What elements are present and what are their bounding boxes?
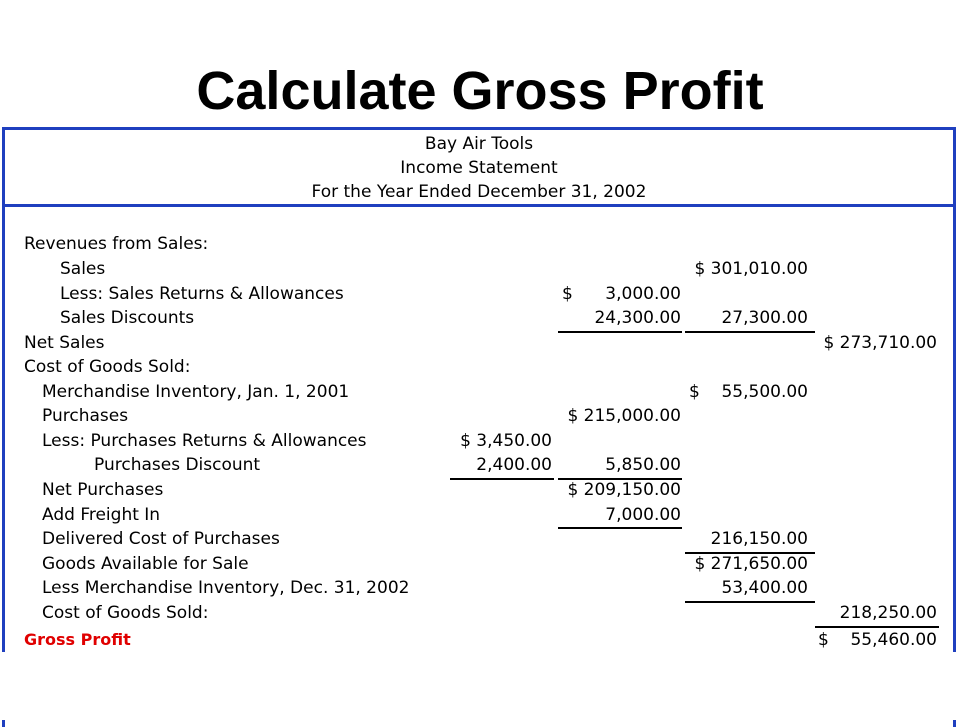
statement-name: Income Statement [400, 158, 558, 178]
table-row [5, 355, 953, 379]
amount-col4: 218,250.00 [839, 603, 937, 623]
blank-footer [0, 652, 960, 720]
row-label: Delivered Cost of Purchases [42, 529, 280, 549]
table-row [5, 257, 953, 281]
row-label: Purchases [42, 406, 129, 426]
table-row [5, 527, 953, 551]
table-row [5, 628, 953, 652]
amount-col1: $ 3,450.00 [460, 431, 552, 451]
amount-col3: $ 301,010.00 [694, 259, 808, 279]
table-row [5, 331, 953, 355]
row-label: Net Purchases [42, 480, 164, 500]
amount-col2: $ 3,000.00 [562, 284, 681, 304]
row-label: Merchandise Inventory, Jan. 1, 2001 [42, 382, 350, 402]
income-statement [2, 127, 956, 727]
amount-col3: $ 55,500.00 [689, 382, 808, 402]
amount-col2: 7,000.00 [605, 505, 681, 525]
row-label: Goods Available for Sale [42, 554, 249, 574]
row-label: Less Merchandise Inventory, Dec. 31, 2002 [42, 578, 410, 598]
row-label: Add Freight In [42, 505, 161, 525]
table-row [5, 453, 953, 477]
slide-title: Calculate Gross Profit [196, 61, 764, 121]
amount-col1: 2,400.00 [476, 455, 552, 475]
table-row [5, 552, 953, 576]
table-row [5, 429, 953, 453]
table-row [5, 306, 953, 330]
statement-period: For the Year Ended December 31, 2002 [311, 182, 647, 202]
row-label: Sales Discounts [60, 308, 195, 328]
table-row [5, 282, 953, 306]
row-label: Net Sales [24, 333, 105, 353]
row-label: Less: Sales Returns & Allowances [60, 284, 344, 304]
amount-col4: $ 273,710.00 [823, 333, 937, 353]
table-row [5, 380, 953, 404]
gross-profit-amount: $ 55,460.00 [818, 630, 937, 650]
row-label: Sales [60, 259, 106, 279]
row-label: Revenues from Sales: [24, 234, 209, 254]
row-label: Purchases Discount [94, 455, 261, 475]
table-row [5, 404, 953, 428]
row-label: Less: Purchases Returns & Allowances [42, 431, 367, 451]
gross-profit-label: Gross Profit [24, 630, 131, 649]
amount-col3: 53,400.00 [721, 578, 808, 598]
company-name: Bay Air Tools [424, 134, 534, 154]
amount-col2: 5,850.00 [605, 455, 681, 475]
table-row [5, 503, 953, 527]
amount-col2: $ 209,150.00 [567, 480, 681, 500]
table-row [5, 576, 953, 600]
statement-header [5, 130, 953, 207]
table-row [5, 232, 953, 256]
amount-col2: $ 215,000.00 [567, 406, 681, 426]
table-row [5, 601, 953, 625]
amount-col3: 27,300.00 [721, 308, 808, 328]
table-row [5, 478, 953, 502]
row-label: Cost of Goods Sold: [42, 603, 209, 623]
amount-col2: 24,300.00 [594, 308, 681, 328]
amount-col3: 216,150.00 [710, 529, 808, 549]
row-label: Cost of Goods Sold: [24, 357, 191, 377]
amount-col3: $ 271,650.00 [694, 554, 808, 574]
